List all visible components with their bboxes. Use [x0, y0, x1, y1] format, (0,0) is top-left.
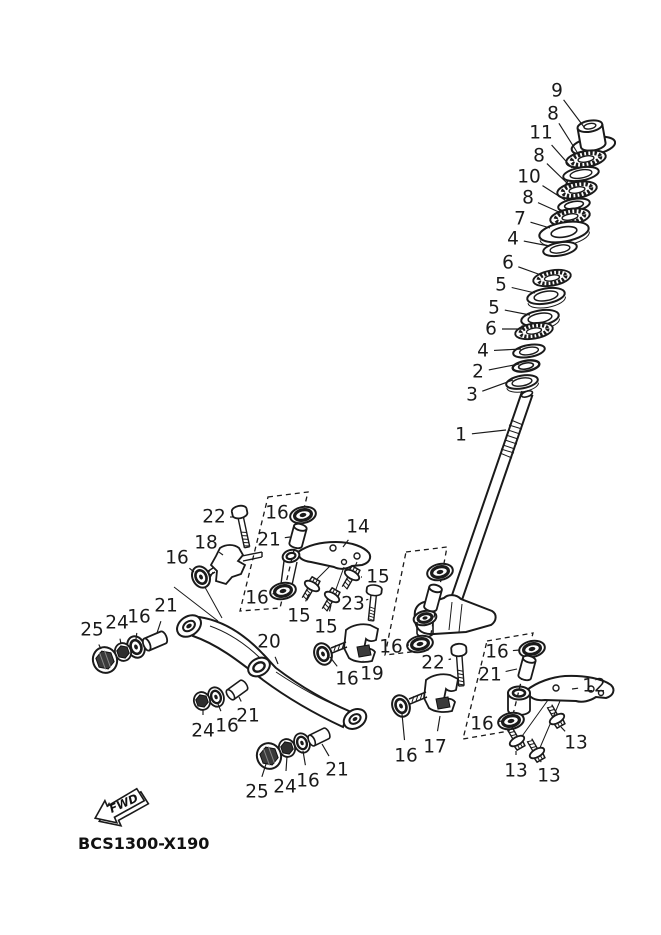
callout-leader-line [322, 744, 329, 756]
steering-shaft [446, 390, 533, 616]
callout-leader-line [286, 756, 287, 771]
callout-22: 22 [202, 506, 226, 528]
callout-2: 2 [472, 361, 484, 383]
callout-9: 9 [551, 80, 563, 102]
callout-14: 14 [346, 516, 370, 538]
callout-16: 16 [215, 715, 239, 737]
callout-16: 16 [394, 745, 418, 767]
callout-8: 8 [522, 187, 534, 209]
callout-leader-line [564, 100, 584, 127]
callout-4: 4 [477, 340, 489, 362]
callout-leader-line [136, 633, 137, 639]
callout-leader-line [239, 697, 241, 702]
callout-21: 21 [478, 664, 502, 686]
callout-16: 16 [485, 641, 509, 663]
callout-leader-line [561, 727, 565, 731]
callout-12: 12 [582, 675, 606, 697]
callout-6: 6 [485, 318, 497, 340]
callout-21: 21 [236, 705, 260, 727]
callout-13: 13 [504, 760, 528, 782]
callout-25: 25 [245, 781, 269, 803]
callout-21: 21 [325, 759, 349, 781]
callout-25: 25 [80, 619, 104, 641]
callout-11: 11 [529, 122, 553, 144]
callout-leader-line [275, 657, 278, 664]
callout-leader-line [402, 714, 405, 740]
callout-16: 16 [165, 547, 189, 569]
fwd-arrow [90, 785, 152, 834]
callout-leader-line [559, 123, 577, 152]
callout-23: 23 [341, 593, 365, 615]
callout-16: 16 [265, 502, 289, 524]
callout-5: 5 [488, 297, 500, 319]
callout-leader-line [506, 669, 517, 672]
callout-18: 18 [194, 532, 218, 554]
callout-leader-line [512, 288, 535, 294]
handlebar-clamp-lower [409, 674, 458, 712]
washer [512, 342, 546, 359]
callout-16: 16 [296, 770, 320, 792]
bearing [532, 267, 572, 289]
callout-6: 6 [502, 252, 514, 274]
callout-leader-line [513, 650, 520, 651]
race-washer [526, 285, 567, 310]
callout-leader-line [518, 267, 541, 275]
callout-15: 15 [287, 605, 311, 627]
callout-leader-line [366, 599, 368, 600]
callout-leader-line [531, 222, 551, 228]
dust-seal [505, 373, 539, 394]
callout-8: 8 [547, 103, 559, 125]
fwd-arrow-label: FWD [106, 790, 141, 816]
callout-13: 13 [564, 732, 588, 754]
callout-leader-line [572, 688, 578, 689]
callout-17: 17 [423, 736, 447, 758]
callout-3: 3 [466, 384, 478, 406]
callout-leader-line [438, 716, 441, 731]
callout-16: 16 [127, 606, 151, 628]
callout-16: 16 [379, 636, 403, 658]
callout-20: 20 [257, 631, 281, 653]
callout-10: 10 [517, 166, 541, 188]
handlebar-clamp-upper [331, 624, 378, 662]
bearing [514, 320, 554, 342]
callout-19: 19 [360, 663, 384, 685]
callout-15: 15 [314, 616, 338, 638]
callout-24: 24 [105, 612, 129, 634]
callout-13: 13 [537, 765, 561, 787]
callout-16: 16 [470, 713, 494, 735]
callout-leader-line [285, 537, 290, 538]
callout-leader-line [505, 310, 530, 315]
callout-1: 1 [455, 424, 467, 446]
callout-4: 4 [507, 228, 519, 250]
ring [512, 359, 540, 374]
callout-21: 21 [257, 529, 281, 551]
callout-21: 21 [154, 595, 178, 617]
bracket-pivot-bushing [508, 687, 530, 716]
callout-16: 16 [245, 587, 269, 609]
callout-leader-line [449, 659, 451, 660]
callout-7: 7 [514, 208, 526, 230]
callout-16: 16 [335, 668, 359, 690]
callout-leader-line [498, 721, 502, 722]
callout-leader-line [472, 430, 506, 434]
part-code: BCS1300-X190 [78, 834, 210, 853]
callout-15: 15 [366, 566, 390, 588]
callout-8: 8 [533, 145, 545, 167]
callout-5: 5 [495, 274, 507, 296]
callout-24: 24 [191, 720, 215, 742]
callout-24: 24 [273, 776, 297, 798]
steering-bearing-stack [505, 117, 616, 394]
callout-22: 22 [421, 652, 445, 674]
